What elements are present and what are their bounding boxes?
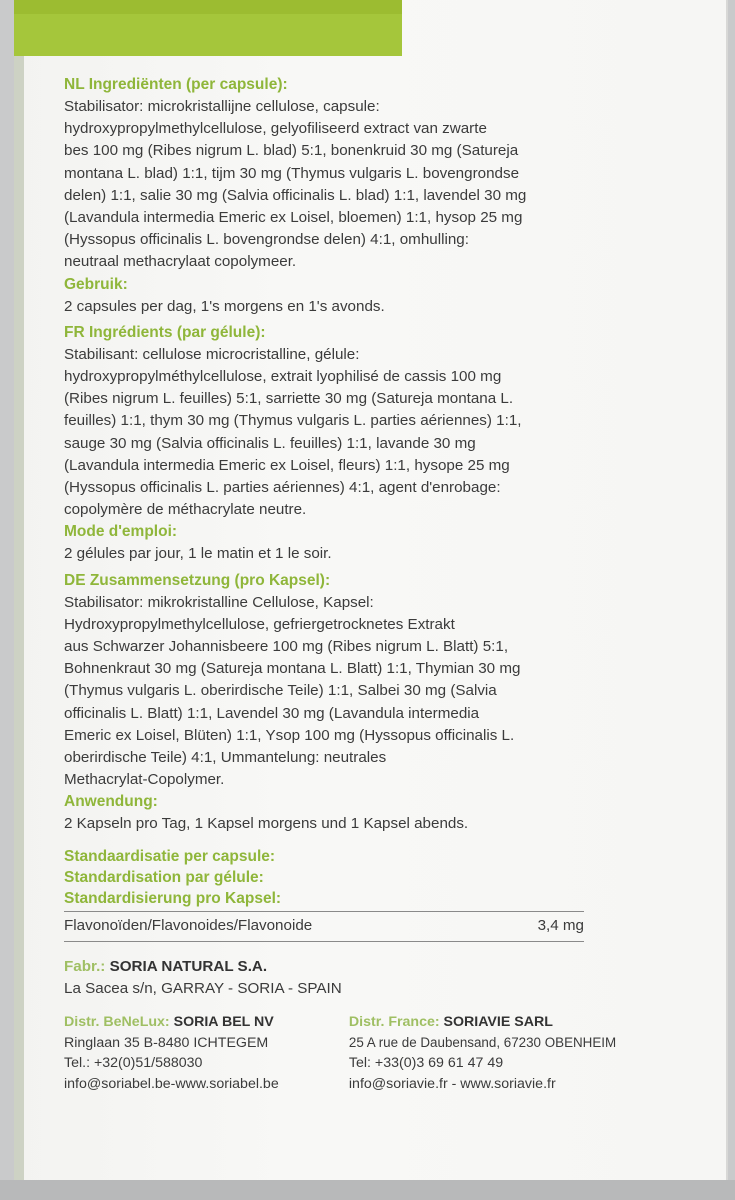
de-ingredients — [64, 592, 664, 792]
nl-ingredient-line: (Hyssopus officinalis L. bovengrondse delen) 4:1, omhulling: — [64, 231, 469, 249]
de-ingredient-line: Stabilisator: mikrokristalline Cellulose, Kapsel: — [64, 593, 374, 611]
nl-ingredient-line: montana L. blad) 1:1, tijm 30 mg (Thymus vulgaris L. bovengrondse — [64, 164, 520, 182]
de-ingredient-line: Methacrylat-Copolymer. — [64, 771, 225, 789]
france-tel: Tel: +33(0)3 69 61 47 49 — [348, 1055, 504, 1072]
de-ingredient-line: oberirdische Teile) 4:1, Ummantelung: neutrales — [64, 749, 387, 767]
nl-ingredients — [64, 96, 664, 274]
france-address: 25 A rue de Daubensand, 67230 OBENHEIM — [348, 1034, 617, 1050]
fr-usage-heading: Mode d'emploi: — [64, 523, 178, 541]
de-ingredient-line: officinalis L. Blatt) 1:1, Lavendel 30 mg (Lavandula intermedia — [64, 704, 480, 722]
france-name: SORIAVIE SARL — [443, 1014, 553, 1031]
nl-usage: 2 capsules per dag, 1's morgens en 1's avonds. — [64, 297, 385, 315]
distributor-france — [349, 1012, 664, 1094]
fr-ingredients-heading: FR Ingrédients (par gélule): — [64, 323, 266, 341]
manufacturer-address: La Sacea s/n, GARRAY - SORIA - SPAIN — [64, 980, 342, 998]
benelux-name: SORIA BEL NV — [173, 1014, 274, 1031]
de-usage: 2 Kapseln pro Tag, 1 Kapsel morgens und 1 Kapsel abends. — [64, 815, 469, 833]
fr-ingredient-line: (Ribes nigrum L. feuilles) 5:1, sarriette 30 mg (Satureja montana L. — [64, 390, 514, 408]
de-ingredient-line: (Thymus vulgaris L. oberirdische Teile) 1:1, Salbei 30 mg (Salvia — [64, 682, 497, 700]
de-ingredient-line: Emeric ex Loisel, Blüten) 1:1, Ysop 100 mg (Hyssopus officinalis L. — [64, 726, 515, 744]
fr-ingredient-line: feuilles) 1:1, thym 30 mg (Thymus vulgaris L. parties aériennes) 1:1, — [64, 412, 522, 430]
de-ingredients-heading: DE Zusammensetzung (pro Kapsel): — [64, 571, 331, 589]
nl-ingredient-line: delen) 1:1, salie 30 mg (Salvia officinalis L. blad) 1:1, lavendel 30 mg — [64, 186, 527, 204]
flavonoid-label: Flavonoïden/Flavonoides/Flavonoide — [64, 916, 313, 934]
france-web: info@soriavie.fr - www.soriavie.fr — [348, 1075, 556, 1092]
nl-ingredient-line: (Lavandula intermedia Emeric ex Loisel, bloemen) 1:1, hysop 25 mg — [64, 209, 523, 227]
benelux-address: Ringlaan 35 B-8480 ICHTEGEM — [64, 1034, 269, 1051]
benelux-label: Distr. BeNeLux: — [64, 1014, 170, 1031]
manufacturer-block — [64, 956, 664, 1000]
benelux-web: info@soriabel.be-www.soriabel.be — [64, 1075, 279, 1092]
de-ingredient-line: aus Schwarzer Johannisbeere 100 mg (Ribes nigrum L. Blatt) 5:1, — [64, 638, 509, 656]
nl-usage-heading: Gebruik: — [64, 275, 128, 293]
nl-ingredients-heading: NL Ingrediënten (per capsule): — [64, 76, 288, 93]
nl-ingredient-line: neutraal methacrylaat copolymeer. — [64, 253, 297, 271]
green-header-band — [14, 0, 402, 56]
flavonoid-value: 3,4 mg — [537, 916, 584, 934]
fr-ingredient-line: (Hyssopus officinalis L. parties aériennes) 4:1, agent d'enrobage: — [64, 479, 501, 497]
fr-usage: 2 gélules par jour, 1 le matin et 1 le soir. — [64, 545, 332, 563]
nl-ingredient-line: hydroxypropylmethylcellulose, gelyofiliseerd extract van zwarte — [64, 120, 487, 138]
nl-ingredient-line: Stabilisator: microkristallijne cellulose, capsule: — [64, 98, 380, 115]
fr-ingredient-line: Stabilisant: cellulose microcristalline, gélule: — [64, 345, 360, 363]
fr-ingredients — [64, 344, 664, 522]
label-text — [64, 74, 664, 1094]
manufacturer-name: SORIA NATURAL S.A. — [109, 957, 268, 975]
standardisation-heading-de: Standardisierung pro Kapsel: — [64, 889, 282, 907]
package-edge — [14, 56, 24, 1180]
fr-ingredient-line: sauge 30 mg (Salvia officinalis L. feuilles) 1:1, lavande 30 mg — [64, 434, 476, 452]
nl-ingredient-line: bes 100 mg (Ribes nigrum L. blad) 5:1, bonenkruid 30 mg (Satureja — [64, 142, 519, 160]
standardisation-heading-nl: Standaardisatie per capsule: — [64, 847, 276, 865]
distributor-benelux — [64, 1012, 331, 1094]
benelux-tel: Tel.: +32(0)51/588030 — [64, 1055, 203, 1072]
standardisation-heading-fr: Standardisation par gélule: — [64, 868, 264, 886]
fr-ingredient-line: (Lavandula intermedia Emeric ex Loisel, fleurs) 1:1, hysope 25 mg — [64, 456, 510, 474]
manufacturer-label: Fabr.: — [64, 957, 106, 975]
fr-ingredient-line: hydroxypropylméthylcellulose, extrait lyophilisé de cassis 100 mg — [64, 368, 502, 386]
france-label: Distr. France: — [348, 1014, 440, 1031]
fr-ingredient-line: copolymère de méthacrylate neutre. — [64, 501, 307, 519]
de-ingredient-line: Bohnenkraut 30 mg (Satureja montana L. Blatt) 1:1, Thymian 30 mg — [64, 660, 521, 678]
background-surface — [0, 1180, 735, 1200]
standardisation-block — [64, 846, 664, 942]
de-ingredient-line: Hydroxypropylmethylcellulose, gefriergetrocknetes Extrakt — [64, 615, 455, 633]
standardisation-row — [64, 911, 584, 942]
de-usage-heading: Anwendung: — [64, 793, 158, 811]
distributors — [64, 1012, 664, 1094]
